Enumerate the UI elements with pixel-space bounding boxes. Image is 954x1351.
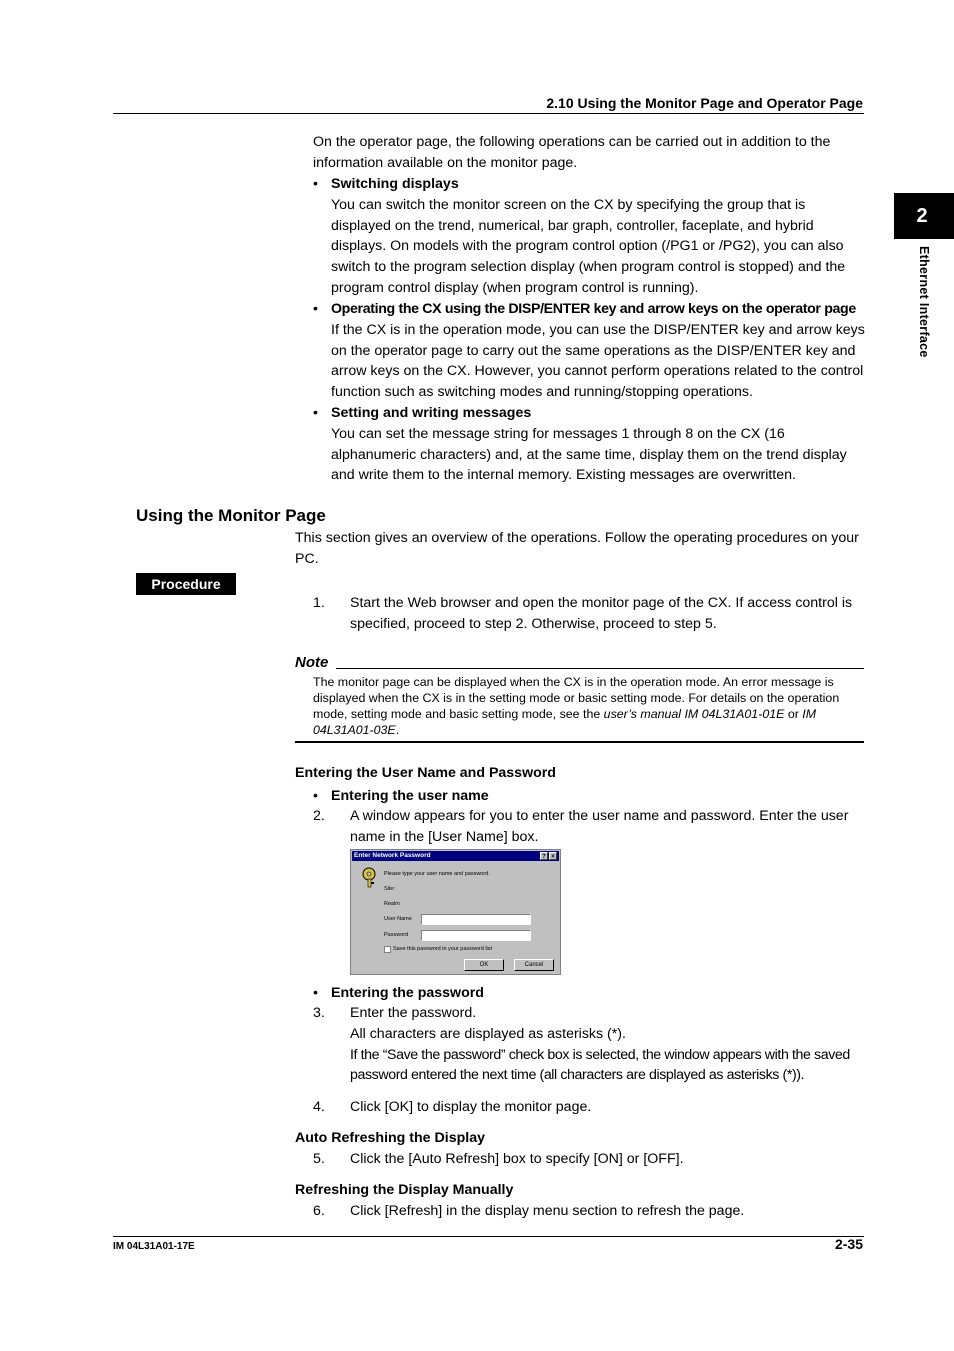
step-3-line-1: Enter the password. (350, 1005, 477, 1021)
step-4-text: Click [OK] to display the monitor page. (350, 1099, 592, 1115)
bullet-title: Operating the CX using the DISP/ENTER key and arrow keys on the operator page (331, 301, 856, 317)
note-rule-bottom (295, 741, 864, 743)
note-rule-top (336, 668, 864, 669)
cancel-button[interactable]: Cancel (514, 959, 554, 971)
step-number: 3. (313, 1005, 325, 1021)
password-input[interactable] (421, 930, 531, 941)
chapter-tab: 2 (894, 193, 954, 239)
close-button[interactable]: × (549, 852, 557, 860)
chapter-label-text: Ethernet Interface (917, 246, 931, 358)
step-5-text: Click the [Auto Refresh] box to specify [ON] or [OFF]. (350, 1151, 684, 1167)
bullet-title: Switching displays (331, 176, 459, 192)
bullet-setting-messages (313, 403, 865, 486)
network-password-dialog (350, 849, 561, 975)
step-number: 4. (313, 1099, 325, 1115)
note-ref-2: IM 04L31A01-03E (313, 707, 817, 737)
bullet-mark: • (313, 985, 318, 1001)
step-number: 2. (313, 808, 325, 824)
step-number: 6. (313, 1203, 325, 1219)
bullet-title: Setting and writing messages (331, 405, 532, 421)
step-number: 5. (313, 1151, 325, 1167)
bullet-body: If the CX is in the operation mode, you can use the DISP/ENTER key and arrow keys on the operator page to carry out the same operations as the DISP/ENTER key and arrow keys on the CX. However, you cannot perform operations related to the control function such as switching modes and running/stopping operations. (331, 321, 865, 401)
note-text (313, 674, 865, 738)
overview-paragraph: This section gives an overview of the operations. Follow the operating procedures on your PC. (295, 530, 859, 567)
header-rule (113, 113, 864, 114)
step-6-text: Click [Refresh] in the display menu section to refresh the page. (350, 1203, 745, 1219)
intro-paragraph: On the operator page, the following operations can be carried out in addition to the information available on the monitor page. (313, 134, 831, 171)
dialog-prompt: Please type your user name and password. (384, 871, 490, 877)
note-ref-1: user’s manual IM 04L31A01-01E (603, 707, 785, 721)
bullet-mark: • (313, 176, 318, 192)
password-label: Password (384, 932, 409, 938)
step-2-text: A window appears for you to enter the user name and password. Enter the user name in the [User Name] box. (350, 808, 849, 845)
running-header: 2.10 Using the Monitor Page and Operator Page (546, 95, 863, 111)
bullet-mark: • (313, 788, 318, 804)
note-body: The monitor page can be displayed when the CX is in the operation mode. An error message is displayed when the CX is in the setting mode or basic setting mode. For details on the operation mode, setting mode and basic setting mode, see the (313, 675, 840, 721)
bullet-mark: • (313, 405, 318, 421)
step-1-text: Start the Web browser and open the monitor page of the CX. If access control is specified, proceed to step 2. Otherwise, proceed to step 5. (350, 595, 853, 632)
procedure-badge: Procedure (136, 573, 236, 595)
subheading-login: Entering the User Name and Password (295, 765, 556, 781)
note-end: . (395, 723, 400, 737)
bullet-body: You can switch the monitor screen on the CX by specifying the group that is displayed on the trend, numerical, bar graph, controller, faceplate, and hybrid displays. On models with the program control option (/PG1 or /PG2), you can also switch to the program selection display (when program control is stopped) and the program control display (when program control is running). (331, 196, 846, 296)
user-name-input[interactable] (421, 914, 531, 925)
bullet-switching-displays (313, 174, 865, 299)
dialog-title: Enter Network Password (354, 852, 431, 859)
site-label: Site: (384, 886, 396, 892)
step-3-block (350, 1003, 865, 1086)
footer-page-number: 2-35 (834, 1236, 863, 1252)
footer-rule (113, 1236, 864, 1237)
realm-label: Realm (384, 901, 400, 907)
help-button[interactable]: ? (540, 852, 548, 860)
step-3-line-2: All characters are displayed as asterisks (*). (350, 1025, 626, 1042)
bullet-title: Entering the user name (331, 788, 489, 804)
bullet-entering-user-name (313, 786, 489, 807)
step-3-line-3: If the “Save the password” check box is selected, the window appears with the saved password entered the next time (all characters are displayed as asterisks (*)). (350, 1046, 850, 1084)
bullet-mark: • (313, 301, 318, 317)
chapter-label (908, 246, 942, 376)
bullet-entering-password (313, 983, 484, 1004)
bullet-operating-cx (313, 299, 865, 403)
step-number: 1. (313, 595, 325, 611)
section-heading-monitor: Using the Monitor Page (136, 506, 326, 525)
key-icon (360, 866, 380, 888)
ok-button[interactable]: OK (464, 959, 504, 971)
save-password-label: Save this password in your password list (393, 946, 493, 952)
subheading-manual-refresh: Refreshing the Display Manually (295, 1182, 514, 1198)
subheading-auto-refresh: Auto Refreshing the Display (295, 1130, 485, 1146)
note-or: or (784, 707, 803, 721)
user-name-label: User Name (384, 916, 412, 922)
footer-doc-number: IM 04L31A01-17E (113, 1241, 195, 1252)
bullet-body: You can set the message string for messages 1 through 8 on the CX (16 alphanumeric characters) and, at the same time, display them on the trend display and write them to the internal memory. Existing messages are overwritten. (331, 425, 847, 484)
note-label: Note (295, 654, 329, 671)
bullet-title: Entering the password (331, 985, 484, 1001)
save-password-checkbox[interactable] (384, 946, 391, 953)
dialog-titlebar (352, 851, 559, 861)
